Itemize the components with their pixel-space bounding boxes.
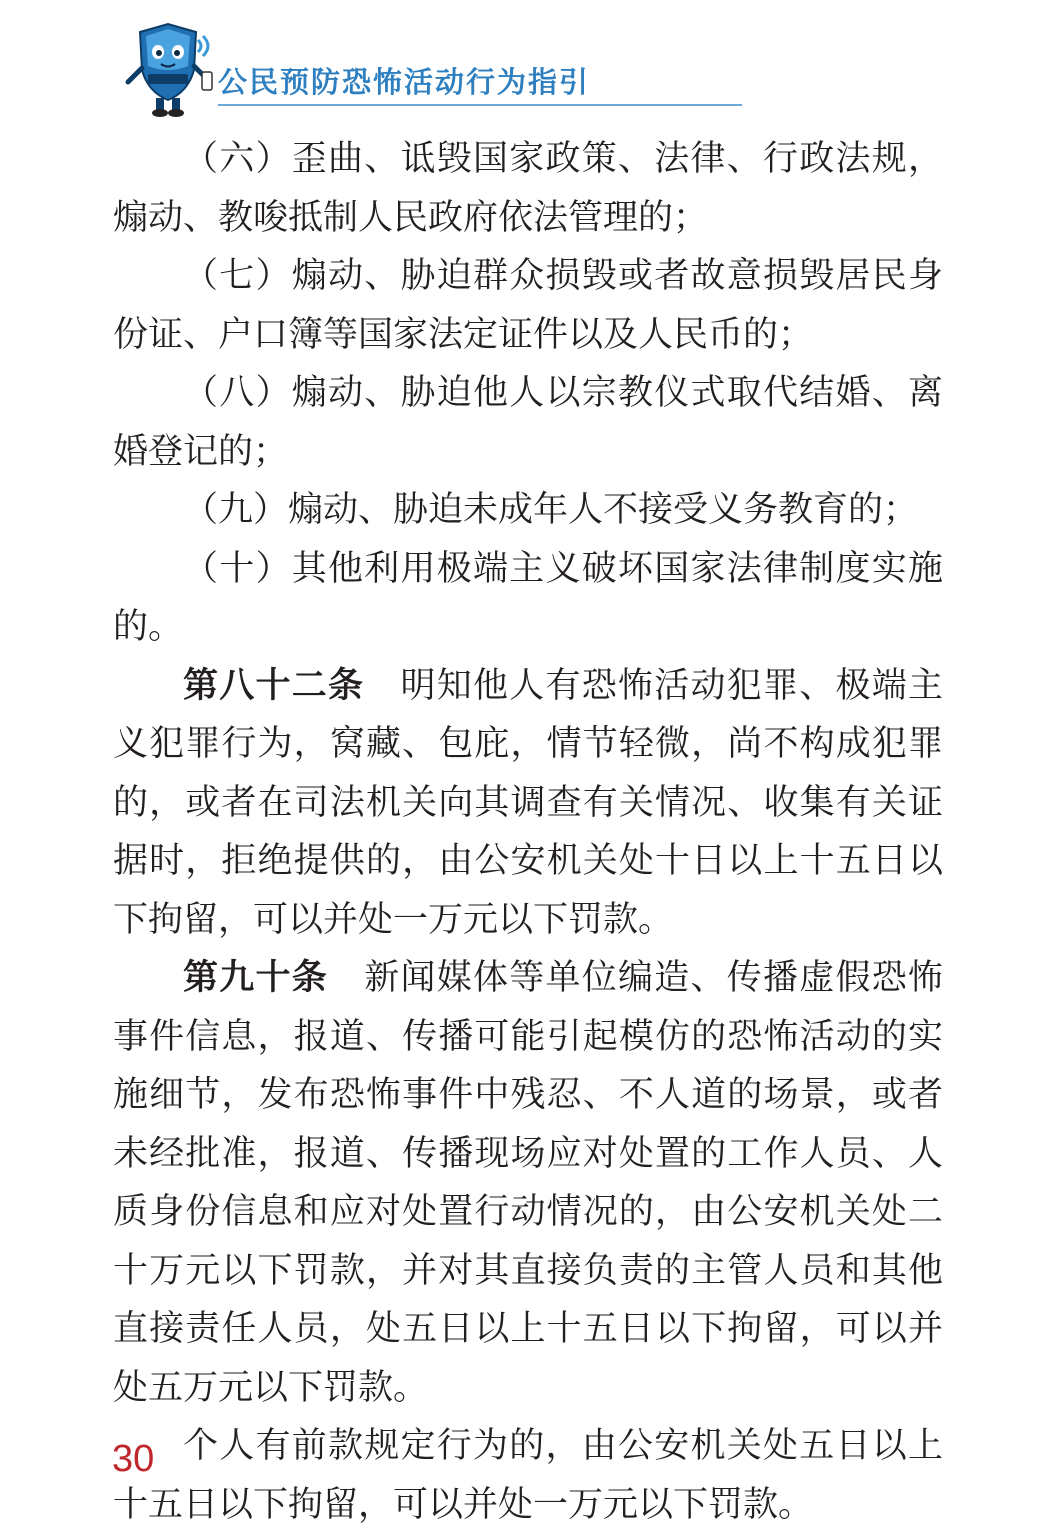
paragraph bbox=[113, 481, 943, 540]
paragraph bbox=[113, 1417, 943, 1534]
paragraph-text: 明知他人有恐怖活动犯罪、极端主义犯罪行为，窝藏、包庇，情节轻微，尚不构成犯罪的，或者在司法机关向其调查有关情况、收集有关证据时，拒绝提供的，由公安机关处十日以上十五日以下拘留，可以并处一万元以下罚款。 bbox=[113, 665, 943, 940]
article-heading: 第八十二条 bbox=[183, 665, 365, 706]
paragraph bbox=[113, 130, 943, 247]
article-82 bbox=[113, 657, 943, 950]
article-heading: 第九十条 bbox=[183, 958, 328, 998]
paragraph-text: （七）煽动、胁迫群众损毁或者故意损毁居民身份证、户口簿等国家法定证件以及人民币的； bbox=[113, 256, 943, 355]
paragraph-text: 新闻媒体等单位编造、传播虚假恐怖事件信息，报道、传播可能引起模仿的恐怖活动的实施细节，发布恐怖事件中残忍、不人道的场景，或者未经批准，报道、传播现场应对处置的工作人员、人质身份信息和应对处置行动情况的，由公安机关处二十万元以下罚款，并对其直接负责的主管人员和其他直接责任人员，处五日以上十五日以下拘留，可以并处五万元以下罚款。 bbox=[113, 958, 943, 1408]
page-header bbox=[118, 18, 638, 118]
article-body bbox=[113, 130, 943, 1534]
paragraph-text: （十）其他利用极端主义破坏国家法律制度实施的。 bbox=[113, 548, 943, 647]
page-number: 30 bbox=[112, 1438, 155, 1480]
paragraph bbox=[113, 247, 943, 364]
article-90 bbox=[113, 949, 943, 1417]
paragraph bbox=[113, 540, 943, 657]
paragraph-text: （八）煽动、胁迫他人以宗教仪式取代结婚、离婚登记的； bbox=[113, 373, 943, 472]
paragraph-text: （六）歪曲、诋毁国家政策、法律、行政法规，煽动、教唆抵制人民政府依法管理的； bbox=[113, 139, 943, 238]
paragraph-text: 个人有前款规定行为的，由公安机关处五日以上十五日以下拘留，可以并处一万元以下罚款。 bbox=[113, 1426, 943, 1525]
header-title: 公民预防恐怖活动行为指引 bbox=[218, 65, 591, 99]
shield-mascot-icon bbox=[118, 18, 218, 118]
header-divider bbox=[218, 104, 742, 106]
paragraph bbox=[113, 364, 943, 481]
paragraph-text: （九）煽动、胁迫未成年人不接受义务教育的； bbox=[183, 490, 919, 530]
